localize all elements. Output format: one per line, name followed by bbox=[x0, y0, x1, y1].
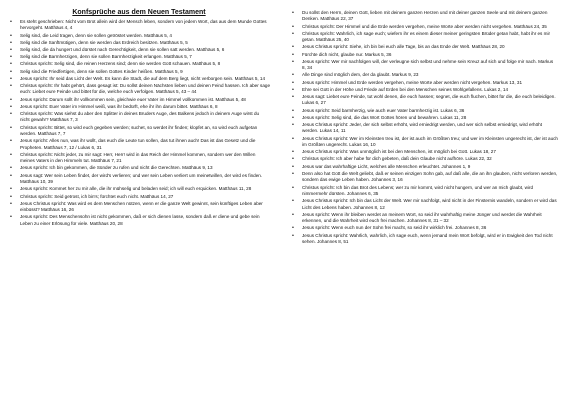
verse-item: • Christus spricht: Bittet, so wird euch gegeben werden; suchet, so werdet ihr finden; klopfet an, so wird euch aufgetan werden. Matthäus 7, 7 bbox=[8, 125, 270, 138]
verse-item: • Jesus Christus spricht: Was wird es dem Menschen nützen, wenn er die ganze Welt gewinnt, sein künftiges Leben aber einbüsst? Matthäus 16, 26 bbox=[8, 201, 270, 214]
verse-item: • Du sollst den Herrn, deinen Gott, lieben mit deinem ganzen Herzen und mit deiner ganzen Seele und mit deinem ganzen Denken. Matthäus 22, 37 bbox=[290, 10, 558, 23]
verse-item: • Christus spricht: Der Himmel und die Erde werden vergehen, meine Worte aber werden nicht vergehen. Matthäus 24, 35 bbox=[290, 24, 558, 30]
verse-item: • Jesus spricht: Himmel und Erde werden vergehen, meine Worte aber werden nicht vergehen. Markus 13, 31 bbox=[290, 80, 558, 86]
verse-item: • Jesus spricht: Wenn euch nun der Sohn frei macht, so seid ihr wirklich frei. Johannes 8, 36 bbox=[290, 225, 558, 231]
verse-item: • Jesus spricht: Ihr seid das Licht der Welt. Es kann die Stadt, die auf dem Berg liegt, nicht verborgen sein. Matthäus 5, 14 bbox=[8, 76, 270, 82]
verse-item: • Jesus spricht: Darum sollt ihr vollkommen sein, gleichwie euer Vater im Himmel vollkommen ist. Matthäus 5, 48 bbox=[8, 97, 270, 103]
verse-item: • Fürchte dich nicht, glaube nur. Markus 5, 36 bbox=[290, 52, 558, 58]
verse-item: • Jesus spricht: Alles nun, was ihr wollt, das euch die Leute tun sollen, das tut ihnen auch! Das ist das Gesetz und die Propheten. Matthäus 7, 12 / Lukas 6, 31 bbox=[8, 138, 270, 151]
verse-item: • Jesus war das wahrhaftige Licht, welches alle Menschen erleuchtet. Johannes 1, 9 bbox=[290, 164, 558, 170]
verse-item: • Selig sind, die da hungert und dürstet nach Gerechtigkeit, denn sie sollen satt werden. Matthäus 5, 6 bbox=[8, 47, 270, 53]
verse-item: • Denn also hat Gott die Welt geliebt, daß er seinen einzigen Sohn gab, auf daß alle, die an ihn glauben, nicht verloren werden, sondern das ewige Leben haben. Johannes 3, 16 bbox=[290, 171, 558, 184]
verse-item: • Jesus Christus spricht: Wahrlich, wahrlich, ich sage euch, wenn jemand mein Wort befolgt, wird er in Ewigkeit den Tod nicht sehen. Johannes 8, 51 bbox=[290, 233, 558, 246]
verse-item: • Jesus spricht: Des Menschensohn ist nicht gekommen, daß er sich dienen lasse, sondern daß er diene und gebe sein Leben zu einer Erlösung für viele. Matthäus 20, 28 bbox=[8, 214, 270, 227]
verse-item: • Jesus spricht: Wenn ihr bleiben werdet an meinem Wort, so seid ihr wahrhaftig meine Jünger und werdet die Wahrheit erkennen, und die Wahrheit wird euch frei machen. Johannes 8, 31 – 32 bbox=[290, 212, 558, 225]
right-column bbox=[290, 10, 558, 246]
verse-item: • Christus spricht: Selig sind, die reinen Herzens sind; denn sie werden Gott schauen. Matthäus 5, 8 bbox=[8, 61, 270, 67]
verse-list-right bbox=[290, 10, 558, 245]
verse-item: • Christus spricht: Ihr habt gehört, dass gesagt ist: Du sollst deinen Nächsten lieben und deinen Feind hassen. Ich aber sage euch: Liebet eure Feinde und bittet für die, welche euch verfolgen. Matthäus 5, 43 – 44 bbox=[8, 83, 270, 96]
verse-item: • Selig sind die Friedfertigen, denn sie sollen Gottes Kinder heißen. Matthäus 5, 9 bbox=[8, 69, 270, 75]
verse-item: • Jesus spricht: Euer Vater im Himmel weiß, was ihr bedürft, ehe ihr ihn darum bittet. Matthäus 6, 8 bbox=[8, 104, 270, 110]
verse-item: • Selig sind, die Leid tragen, denn sie sollen getröstet werden. Matthäus 5, 4 bbox=[8, 33, 270, 39]
verse-item: • Selig sind die Barmherzigen, denn sie sollen Barmherzigkeit erlangen. Matthäus 5, 7 bbox=[8, 54, 270, 60]
verse-item: • Jesus spricht: Seid barmherzig, wie auch euer Vater barmherzig ist. Lukas 6, 36 bbox=[290, 108, 558, 114]
verse-item: • Christus spricht: Ich bin das Brot des Lebens; wer zu mir kommt, wird nicht hungern, und wer an mich glaubt, wird nimmermehr dürsten. Johannes 6, 35 bbox=[290, 185, 558, 198]
verse-item: • Alle Dinge sind möglich dem, der da glaubt. Markus 9, 23 bbox=[290, 72, 558, 78]
verse-item: • Jesus spricht: Selig sind, die das Wort Gottes hören und bewahren. Lukas 11, 28 bbox=[290, 115, 558, 121]
verse-item: • Jesus spricht: Kommet her zu mir alle, die ihr mühselig und beladen seid; ich will euch erquicken. Matthäus 11, 28 bbox=[8, 186, 270, 192]
verse-item: • Jesus Christus spricht: Jeder, der sich selbst erhöht, wird erniedrigt werden, und wer sich selbst erniedrigt, wird erhöht werden. Lukas 14, 11 bbox=[290, 122, 558, 135]
verse-item: • Jesus Christus spricht: Siehe, ich bin bei euch alle Tage, bis an das Ende der Welt. Matthäus 28, 20 bbox=[290, 44, 558, 50]
verse-item: • Jesus spricht: Wer mir nachfolgen will, der verleugne sich selbst und nehme sein Kreuz auf sich und folge mir nach. Markus 8, 34 bbox=[290, 59, 558, 72]
page-title: Konfsprüche aus dem Neuen Testament bbox=[72, 9, 206, 16]
verse-item: • Jesus Christus spricht: Wer im Kleinsten treu ist, der ist auch im Größten treu; und wer im Kleinsten ungerecht ist, der ist auch im Größten ungerecht. Lukas 16, 10 bbox=[290, 136, 558, 149]
verse-item: • Christus spricht: Was siehst du aber den Splitter in deines Bruders Auge, des Balkens jedoch in deinem Auge wirst du nicht gewahr? Matthäus 7, 3 bbox=[8, 111, 270, 124]
verse-item: • Ehre sei Gott in der Höhe und Friede auf Erden bei den Menschen seines Wohlgefallens. Lukas 2, 14 bbox=[290, 87, 558, 93]
verse-item: • Christus spricht: Wahrlich, ich sage euch; wiefern ihr es einem dieser meiner geringsten Brüder getan habt, habt ihr es mir getan. Matthäus 25, 40 bbox=[290, 31, 558, 44]
verse-item: • Jesus sagt: Liebet eure Feinde, tut wohl denen, die euch hassen; segnet, die euch fluchen, bittet für die, die euch beleidigen. Lukas 6, 27 bbox=[290, 94, 558, 107]
verse-list-left bbox=[8, 19, 270, 227]
verse-item: • Selig sind die Sanftmütigen, denn sie werden das Erdreich besitzen. Matthäus 5, 5 bbox=[8, 40, 270, 46]
verse-item: • Es steht geschrieben: Nicht vom Brot allein wird der Mensch leben, sondern von jedem Wort, das aus dem Munde Gottes hervorgeht. Matthäus 4, 4 bbox=[8, 19, 270, 32]
verse-item: • Jesus spricht: Ich bin gekommen, die Sünder zu rufen und nicht die Gerechten. Matthäus 9, 13 bbox=[8, 165, 270, 171]
verse-item: • Christus spricht: Seid getrost, ich bin's; fürchtet euch nicht. Matthäus 14, 27 bbox=[8, 194, 270, 200]
verse-item: • Jesus Christus spricht: Was unmöglich ist bei den Menschen, ist möglich bei Gott. Lukas 18, 27 bbox=[290, 149, 558, 155]
left-column bbox=[8, 8, 270, 228]
verse-item: • Christus spricht: Nicht jeder, zu mir sagt: Herr, Herr! wird in das Reich der Himmel kommen, sondern wer den Willen meines Vaters in den Himmeln tut. Matthäus 7, 21 bbox=[8, 152, 270, 165]
verse-item: • Christus spricht: Ich aber habe für dich gebeten, daß dein Glaube nicht aufhöre. Lukas 22, 32 bbox=[290, 156, 558, 162]
verse-item: • Jesus Christus spricht: Ich bin das Licht der Welt. Wer mir nachfolgt, wird nicht in der Finsternis wandeln, sondern er wird das Licht des Lebens haben. Johannes 8, 12 bbox=[290, 198, 558, 211]
verse-item: • Jesus sagt: Wer sein Leben findet, der wird's verlieren; und wer sein Leben verliert um meinetwillen, der wird es finden. Matthäus 10, 39 bbox=[8, 173, 270, 186]
